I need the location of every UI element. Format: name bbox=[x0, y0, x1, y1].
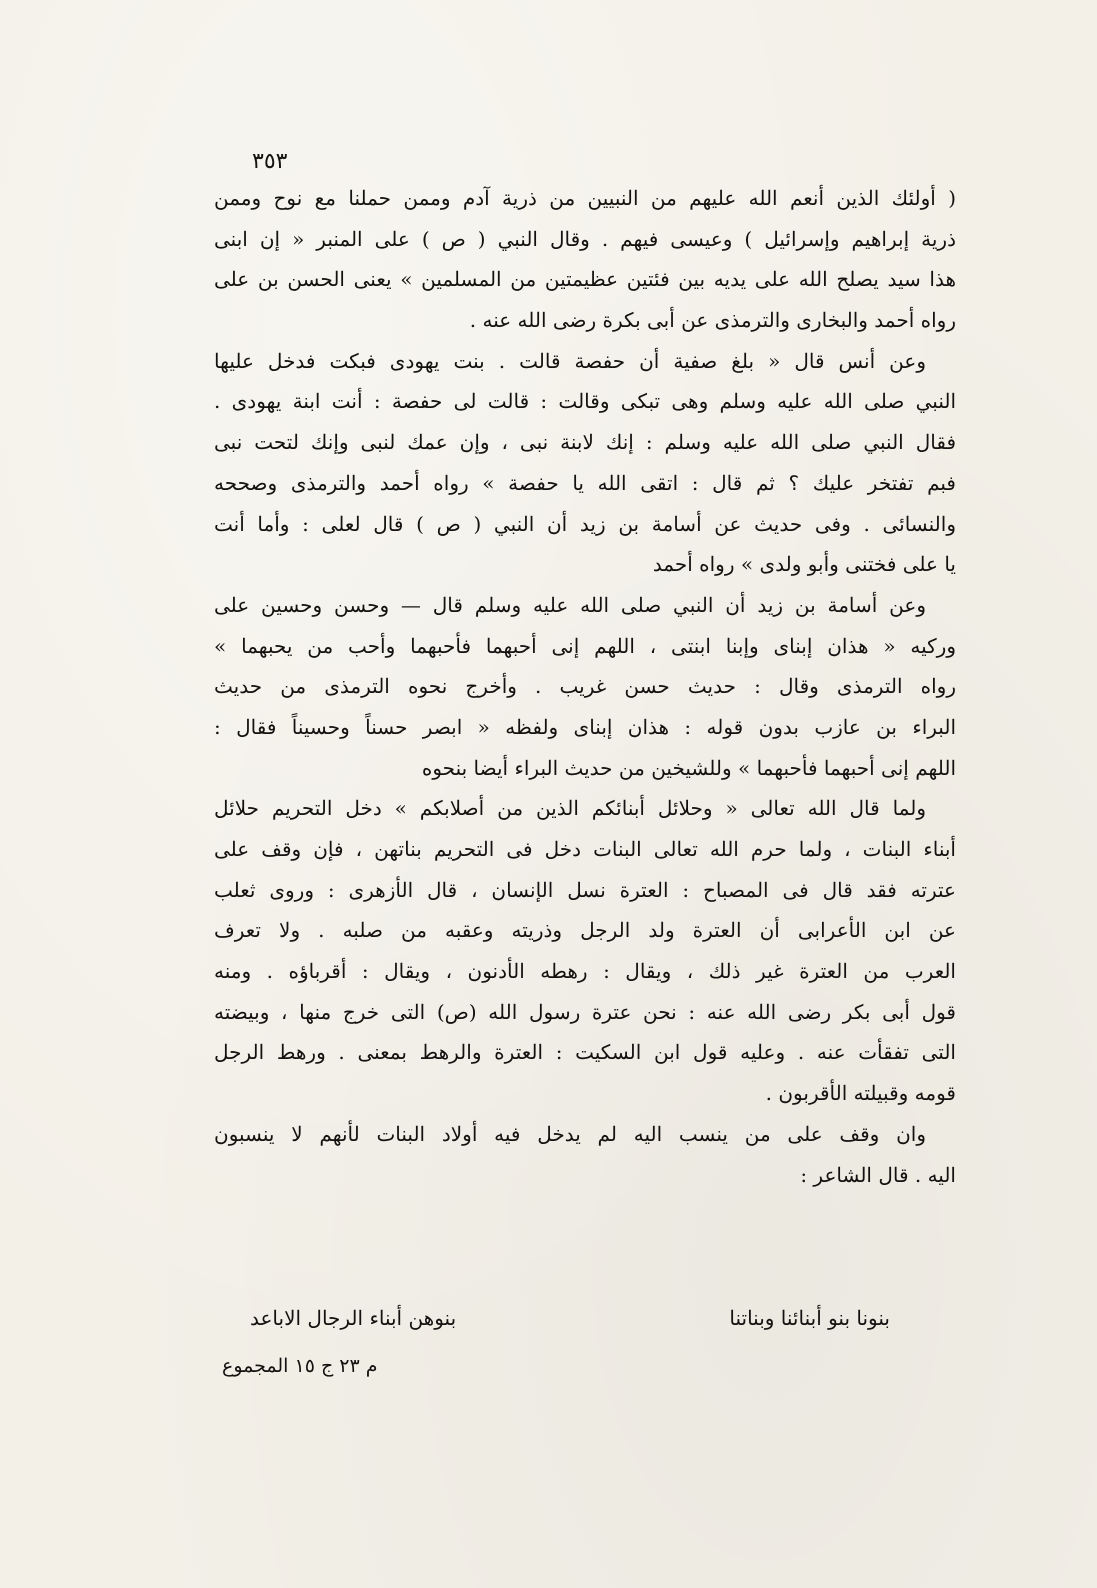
poetry-verse bbox=[250, 1300, 890, 1336]
printer-signature: م ٢٣ ج ١٥ المجموع bbox=[222, 1355, 378, 1377]
text-line: ( أولئك الذين أنعم الله عليهم من النبيين من ذرية آدم وممن حملنا مع نوح وممن bbox=[214, 186, 956, 210]
text-line: قومه وقبيلته الأقربون . bbox=[765, 1081, 956, 1106]
verse-second-hemistich: بنوهن أبناء الرجال الاباعد bbox=[250, 1306, 457, 1330]
text-line: ذرية إبراهيم وإسرائيل ) وعيسى فيهم . وقال النبي ( ص ) على المنبر « إن ابنى bbox=[214, 226, 956, 251]
text-line: وعن أسامة بن زيد أن النبي صلى الله عليه وسلم قال — وحسن وحسين على bbox=[214, 592, 926, 617]
text-line: اللهم إنى أحبهما فأحبهما » وللشيخين من حديث البراء أيضا بنحوه bbox=[421, 755, 956, 780]
body-text bbox=[214, 178, 956, 1195]
text-line: أبناء البنات ، ولما حرم الله تعالى البنات دخل فى التحريم بناتهن ، فإن وقف على bbox=[214, 837, 956, 861]
text-line: فقال النبي صلى الله عليه وسلم : إنك لابنة نبى ، وإن عمك لنبى وإنك لتحت نبى bbox=[214, 430, 956, 455]
text-line: العرب من العترة غير ذلك ، ويقال : رهطه الأدنون ، ويقال : أقرباؤه . ومنه bbox=[214, 959, 956, 984]
text-line: ولما قال الله تعالى « وحلائل أبنائكم الذين من أصلابكم » دخل التحريم حلائل bbox=[214, 796, 926, 821]
text-line: وركيه « هذان إبناى وإبنا ابنتى ، اللهم إنى أحبهما فأحبهما وأحب من يحبهما » bbox=[214, 633, 956, 658]
text-line: البراء بن عازب بدون قوله : هذان إبناى ولفظه « ابصر حسناً وحسيناً فقال : bbox=[214, 714, 956, 739]
page-number: ٣٥٣ bbox=[252, 149, 288, 174]
text-line: التى تفقأت عنه . وعليه قول ابن السكيت : العترة والرهط بمعنى . ورهط الرجل bbox=[214, 1040, 956, 1065]
text-line: اليه . قال الشاعر : bbox=[800, 1162, 956, 1187]
text-line: فبم تفتخر عليك ؟ ثم قال : اتقى الله يا حفصة » رواه أحمد والترمذى وصححه bbox=[214, 470, 956, 495]
text-line: رواه الترمذى وقال : حديث حسن غريب . وأخرج نحوه الترمذى من حديث bbox=[214, 674, 956, 699]
text-line: قول أبى بكر رضى الله عنه : نحن عترة رسول الله (ص) التى خرج منها ، وبيضته bbox=[214, 999, 956, 1024]
text-line: وعن أنس قال « بلغ صفية أن حفصة قالت . بنت يهودى فبكت فدخل عليها bbox=[214, 348, 926, 373]
text-line: وان وقف على من ينسب اليه لم يدخل فيه أولاد البنات لأنهم لا ينسبون bbox=[214, 1121, 926, 1146]
text-line: والنسائى . وفى حديث عن أسامة بن زيد أن النبي ( ص ) قال لعلى : وأما أنت bbox=[214, 511, 956, 536]
text-line: رواه أحمد والبخارى والترمذى عن أبى بكرة رضى الله عنه . bbox=[469, 308, 956, 333]
text-line: هذا سيد يصلح الله على يديه بين فئتين عظيمتين من المسلمين » يعنى الحسن بن على bbox=[214, 267, 956, 292]
text-line: يا على فختنى وأبو ولدى » رواه أحمد bbox=[652, 552, 956, 577]
text-line: عن ابن الأعرابى أن العترة ولد الرجل وذريته وعقبه من صلبه . ولا تعرف bbox=[214, 918, 956, 943]
text-line: عترته فقد قال فى المصباح : العترة نسل الإنسان ، قال الأزهرى : وروى ثعلب bbox=[214, 877, 956, 902]
text-line: النبي صلى الله عليه وسلم وهى تبكى وقالت : قالت لى حفصة : أنت ابنة يهودى . bbox=[214, 389, 956, 414]
verse-first-hemistich: بنونا بنو أبنائنا وبناتنا bbox=[729, 1306, 890, 1330]
